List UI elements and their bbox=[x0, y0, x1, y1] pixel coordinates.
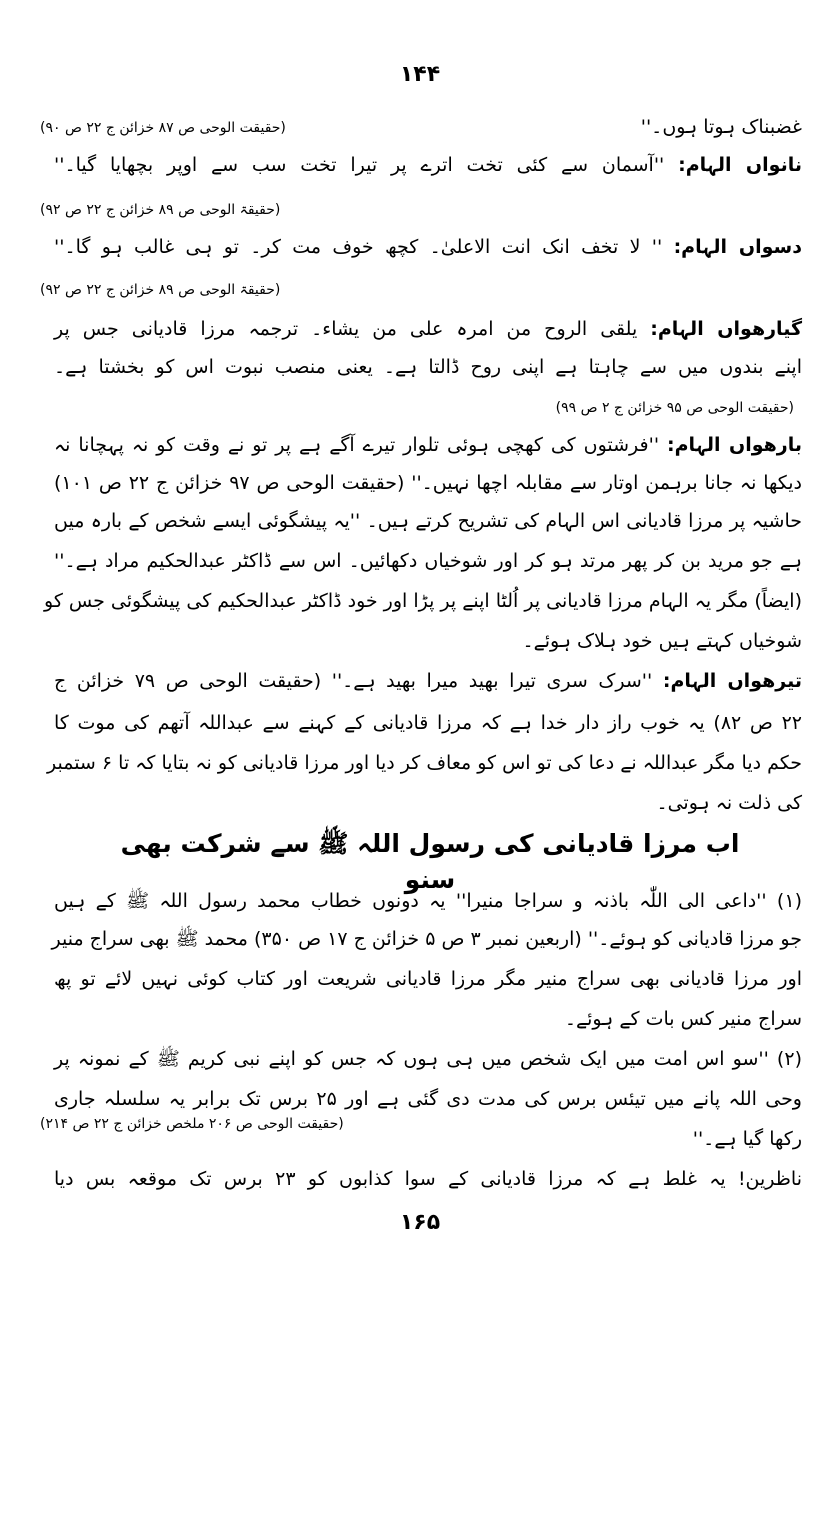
line-text: '' لا تخف انک انت الاعلیٰ۔ کچھ خوف مت کر۔ تو ہی غالب ہو گا۔'' bbox=[54, 236, 663, 258]
text-line: دیکھا نہ جانا برہمن اوتار سے مقابلہ اچھا نہیں۔'' (حقیقت الوحی ص ۹۷ خزائن ج ۲۲ ص ۱۰۱) bbox=[54, 472, 802, 494]
text-line: (۲) ''سو اس امت میں ایک شخص میں ہی ہوں کہ جس کو اپنے نبی کریم ﷺ کے نمونہ پر bbox=[54, 1048, 802, 1070]
bottom-page-number: ۱۶۵ bbox=[399, 1210, 441, 1235]
text-line: حاشیہ پر مرزا قادیانی اس الہام کی تشریح کرتے ہیں۔ ''یہ پیشگوئی ایسے شخص کے بارہ میں bbox=[54, 510, 802, 532]
top-page-number: ۱۴۴ bbox=[399, 62, 441, 87]
line-text: غضبناک ہوتا ہوں۔'' bbox=[640, 116, 802, 138]
text-line: (۱) ''داعی الی اللّٰہ باذنہ و سراجا منیرا'' یہ دونوں خطاب محمد رسول اللہ ﷺ کے ہیں bbox=[54, 890, 802, 912]
text-line: اپنے بندوں میں سے چاہتا ہے اپنی روح ڈالتا ہے۔ یعنی منصب نبوت اس کو بخشتا ہے۔ bbox=[54, 356, 802, 378]
text-line: ہے جو مرید بن کر پھر مرتد ہو کر اور شوخیاں دکھائیں۔ اس سے ڈاکٹر عبدالحکیم مراد ہے۔'' bbox=[54, 550, 802, 572]
line-lead: گیارھواں الہام: bbox=[650, 318, 802, 340]
reference-citation: (حقیقۃ الوحی ص ۸۹ خزائن ج ۲۲ ص ۹۲) bbox=[40, 282, 281, 298]
text-line bbox=[54, 312, 802, 346]
text-line: شوخیاں کہتے ہیں خود ہلاک ہوئے۔ bbox=[522, 630, 802, 652]
line-lead: نانواں الہام: bbox=[678, 154, 802, 176]
text-line bbox=[54, 230, 802, 264]
reference-citation: (حقیقت الوحی ص ۸۷ خزائن ج ۲۲ ص ۹۰) bbox=[40, 120, 286, 136]
text-line bbox=[54, 428, 802, 462]
line-lead: دسواں الہام: bbox=[673, 236, 802, 258]
text-line: ناظرین! یہ غلط ہے کہ مرزا قادیانی کے سوا کذابوں کو ۲۳ برس تک موقعہ بس دیا bbox=[54, 1168, 802, 1190]
line-text: ''فرشتوں کی کھچی ہوئی تلوار تیرے آگے ہے پر تو نے وقت کو نہ پہچانا نہ bbox=[54, 434, 660, 456]
text-line: کی ذلت نہ ہوتی۔ bbox=[656, 792, 802, 814]
text-line: وحی اللہ پانے میں تیئس برس کی مدت دی گئی ہے اور ۲۵ برس تک برابر یہ سلسلہ جاری bbox=[54, 1088, 802, 1110]
line-text: رکھا گیا ہے۔'' bbox=[692, 1128, 802, 1150]
text-line: ۲۲ ص ۸۲) یہ خوب راز دار خدا ہے کہ مرزا قادیانی کے کہنے سے عبداللہ آتھم کی موت کا bbox=[54, 712, 802, 734]
text-line: جو مرزا قادیانی کو ہوئے۔'' (اربعین نمبر ۳ ص ۵ خزائن ج ۱۷ ص ۳۵۰) محمد ﷺ بھی سراج منیر bbox=[51, 928, 802, 950]
text-line: حکم دیا مگر عبداللہ نے دعا کی تو اس کو معاف کر دیا اور مرزا قادیانی کو نہ بتایا کہ تا ۶ ستمبر bbox=[47, 752, 802, 774]
reference-citation: (حقیقت الوحی ص ۹۵ خزائن ج ۲ ص ۹۹) bbox=[555, 400, 794, 416]
line-text: یلقی الروح من امرہ علی من یشاء۔ ترجمہ مرزا قادیانی جس پر bbox=[54, 318, 638, 340]
line-lead: بارھواں الہام: bbox=[667, 434, 803, 456]
reference-citation: (حقیقت الوحی ص ۲۰۶ ملخص خزائن ج ۲۲ ص ۲۱۴) bbox=[40, 1116, 344, 1132]
line-text: ''سرک سری تیرا بھید میرا بھید ہے۔'' (حقیقت الوحی ص ۷۹ خزائن ج bbox=[54, 670, 653, 692]
text-line bbox=[54, 664, 802, 698]
text-line: اور مرزا قادیانی بھی سراج منیر مگر مرزا قادیانی شریعت اور کتاب کوئی نہیں لائے تو پھ bbox=[54, 968, 802, 990]
reference-citation: (حقیقۃ الوحی ص ۸۹ خزائن ج ۲۲ ص ۹۲) bbox=[40, 202, 281, 218]
line-lead: تیرھواں الہام: bbox=[662, 670, 802, 692]
text-line: (ایضاً) مگر یہ الہام مرزا قادیانی پر اُلٹا اپنے پر پڑا اور خود ڈاکٹر عبدالحکیم کی پیشگوئی جس کو bbox=[44, 590, 802, 612]
text-line bbox=[54, 148, 802, 182]
line-text: ''آسمان سے کئی تخت اترے پر تیرا تخت سب سے اوپر بچھایا گیا۔'' bbox=[54, 154, 665, 176]
section-heading: اب مرزا قادیانی کی رسول اللہ ﷺ سے شرکت بھی سنو bbox=[120, 829, 740, 894]
text-line: سراج منیر کس بات کے ہوئے۔ bbox=[564, 1008, 802, 1030]
